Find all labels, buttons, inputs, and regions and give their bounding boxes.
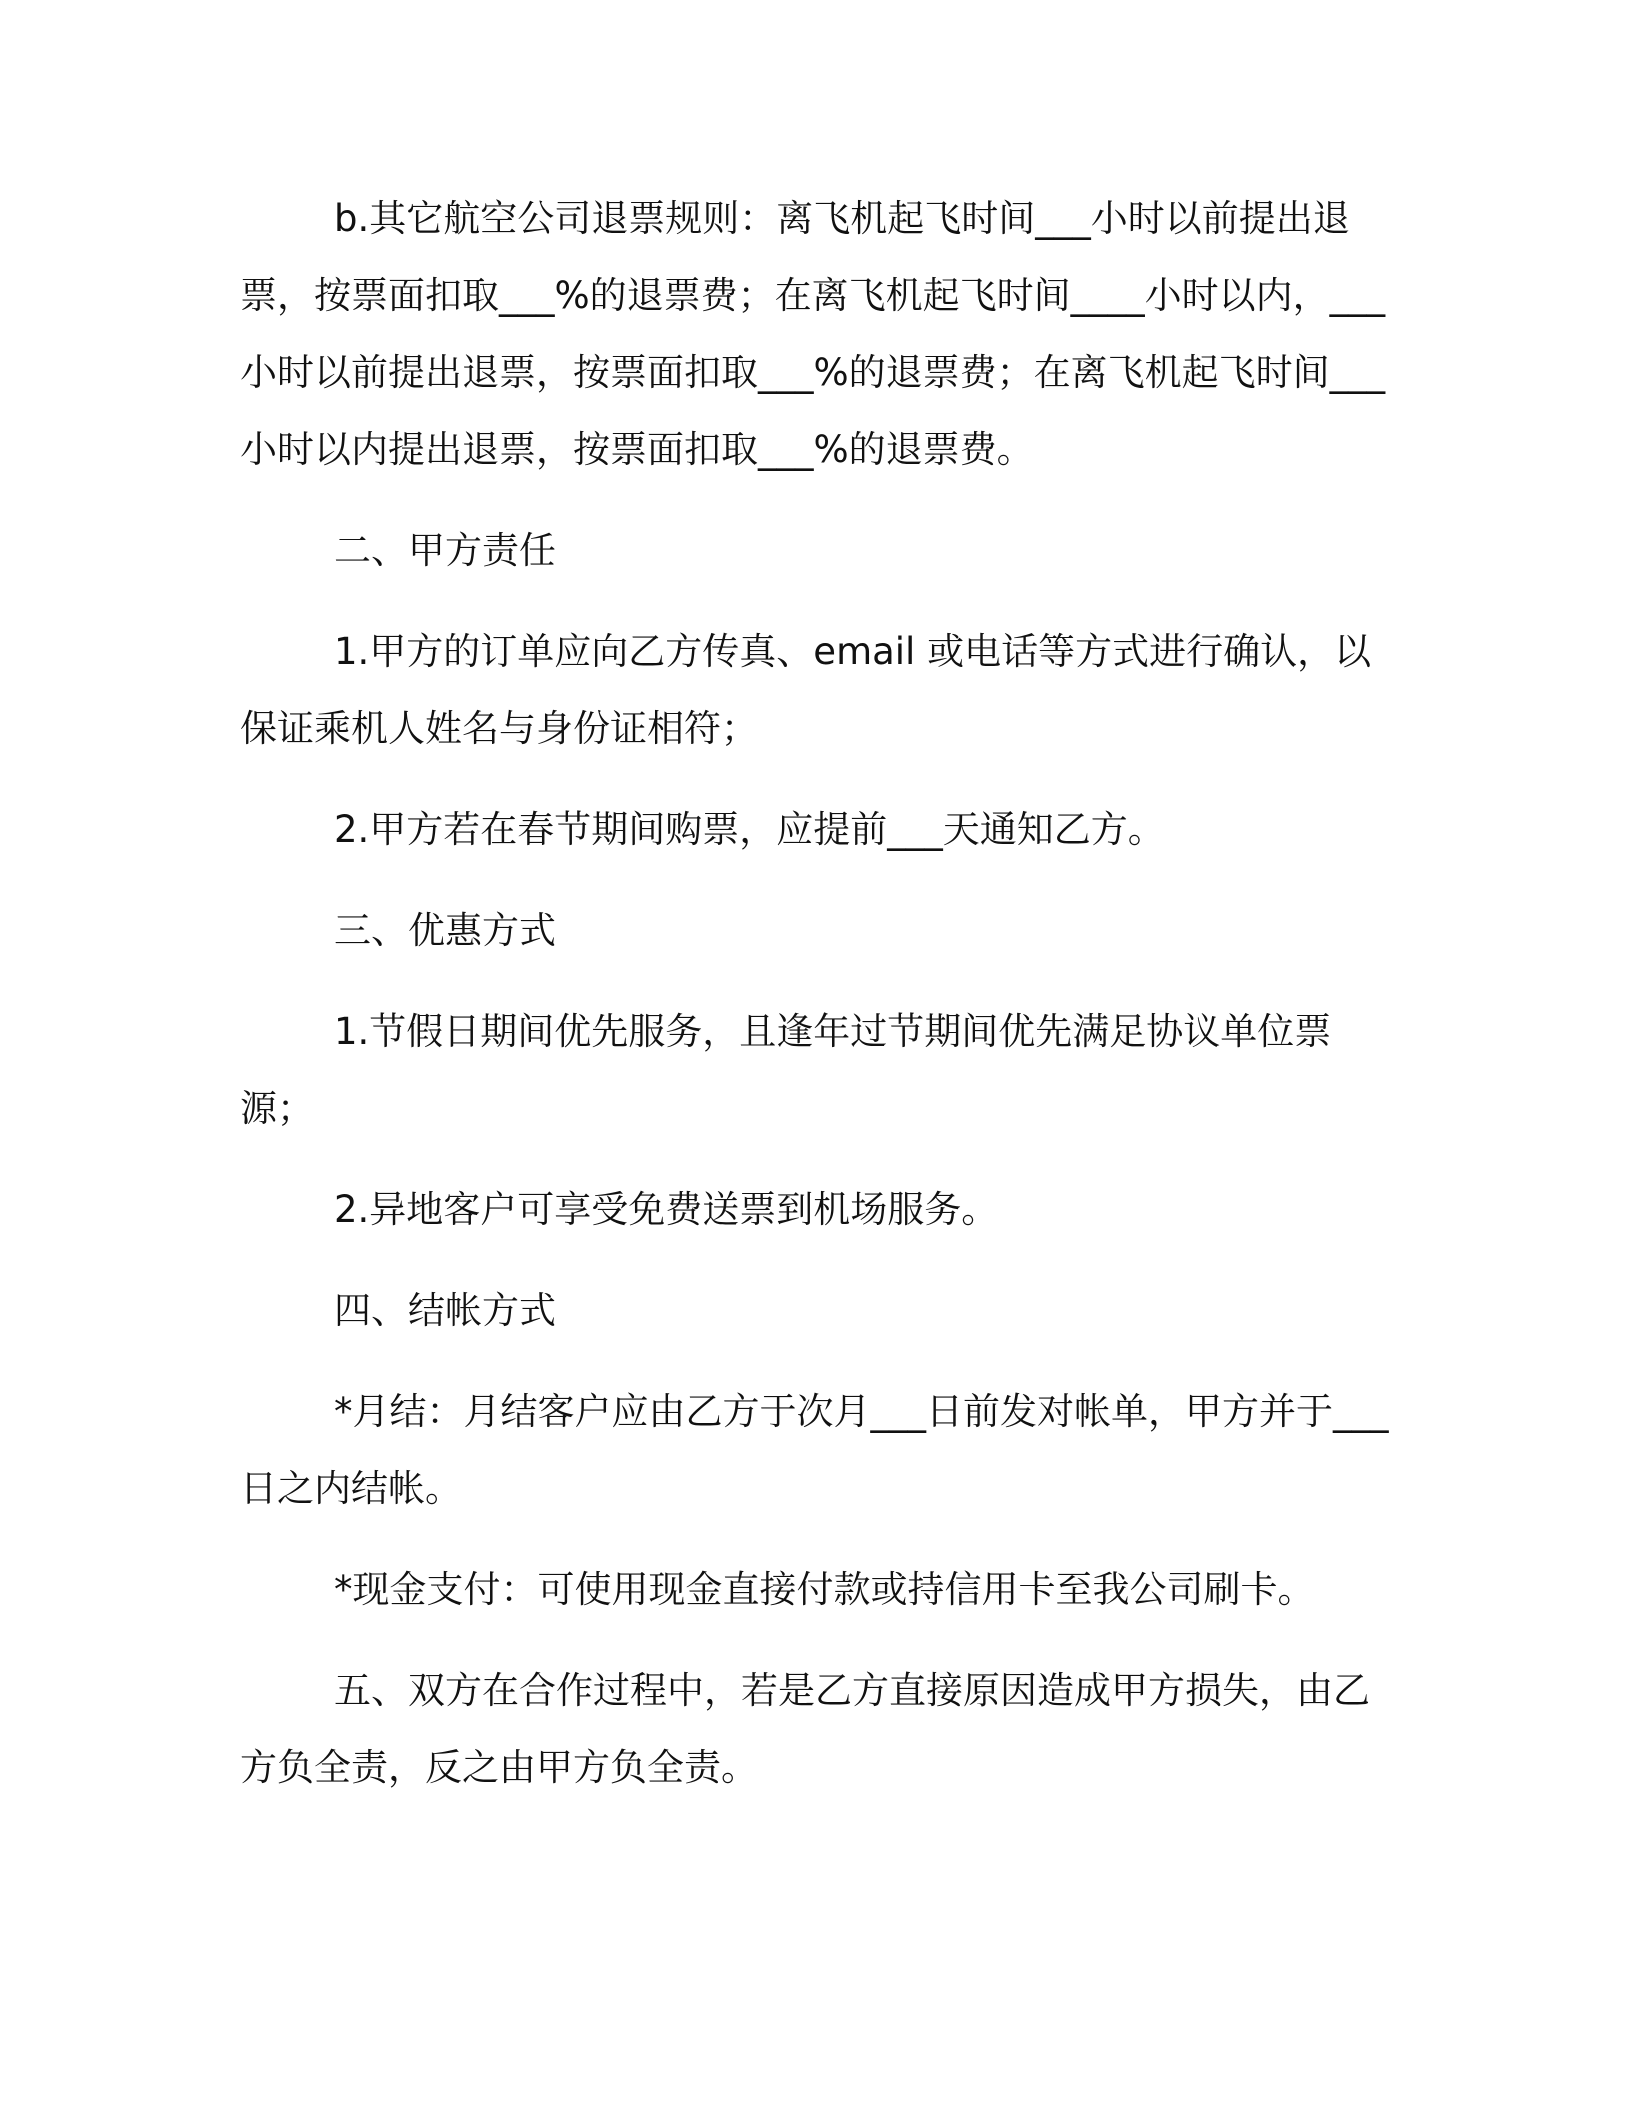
paragraph-holiday-priority: 1.节假日期间优先服务，且逢年过节期间优先满足协议单位票源； [240,1010,1332,1130]
paragraph-order-confirmation: 1.甲方的订单应向乙方传真、email 或电话等方式进行确认，以保证乘机人姓名与身份证相符； [240,630,1372,750]
section-heading-party-a-responsibility: 二、甲方责任 [334,529,556,572]
document-body [240,180,1390,1806]
paragraph-monthly-settlement: *月结：月结客户应由乙方于次月___日前发对帐单，甲方并于___日之内结帐。 [240,1390,1389,1510]
paragraph-spring-festival-notice: 2.甲方若在春节期间购票，应提前___天通知乙方。 [334,808,1165,851]
section-heading-discounts: 三、优惠方式 [334,909,556,952]
paragraph-cash-payment: *现金支付：可使用现金直接付款或持信用卡至我公司刷卡。 [334,1568,1315,1611]
paragraph-liability: 五、双方在合作过程中，若是乙方直接原因造成甲方损失，由乙方负全责，反之由甲方负全责。 [240,1669,1370,1789]
paragraph-free-delivery: 2.异地客户可享受免费送票到机场服务。 [334,1188,999,1231]
paragraph-refund-rules-other-airlines: b.其它航空公司退票规则：离飞机起飞时间___小时以前提出退票，按票面扣取___%的退票费；在离飞机起飞时间____小时以内，___小时以前提出退票，按票面扣取___%的退票费；在离飞机起飞时间___小时以内提出退票，按票面扣取___%的退票费。 [240,197,1386,471]
section-heading-settlement: 四、结帐方式 [334,1289,556,1332]
